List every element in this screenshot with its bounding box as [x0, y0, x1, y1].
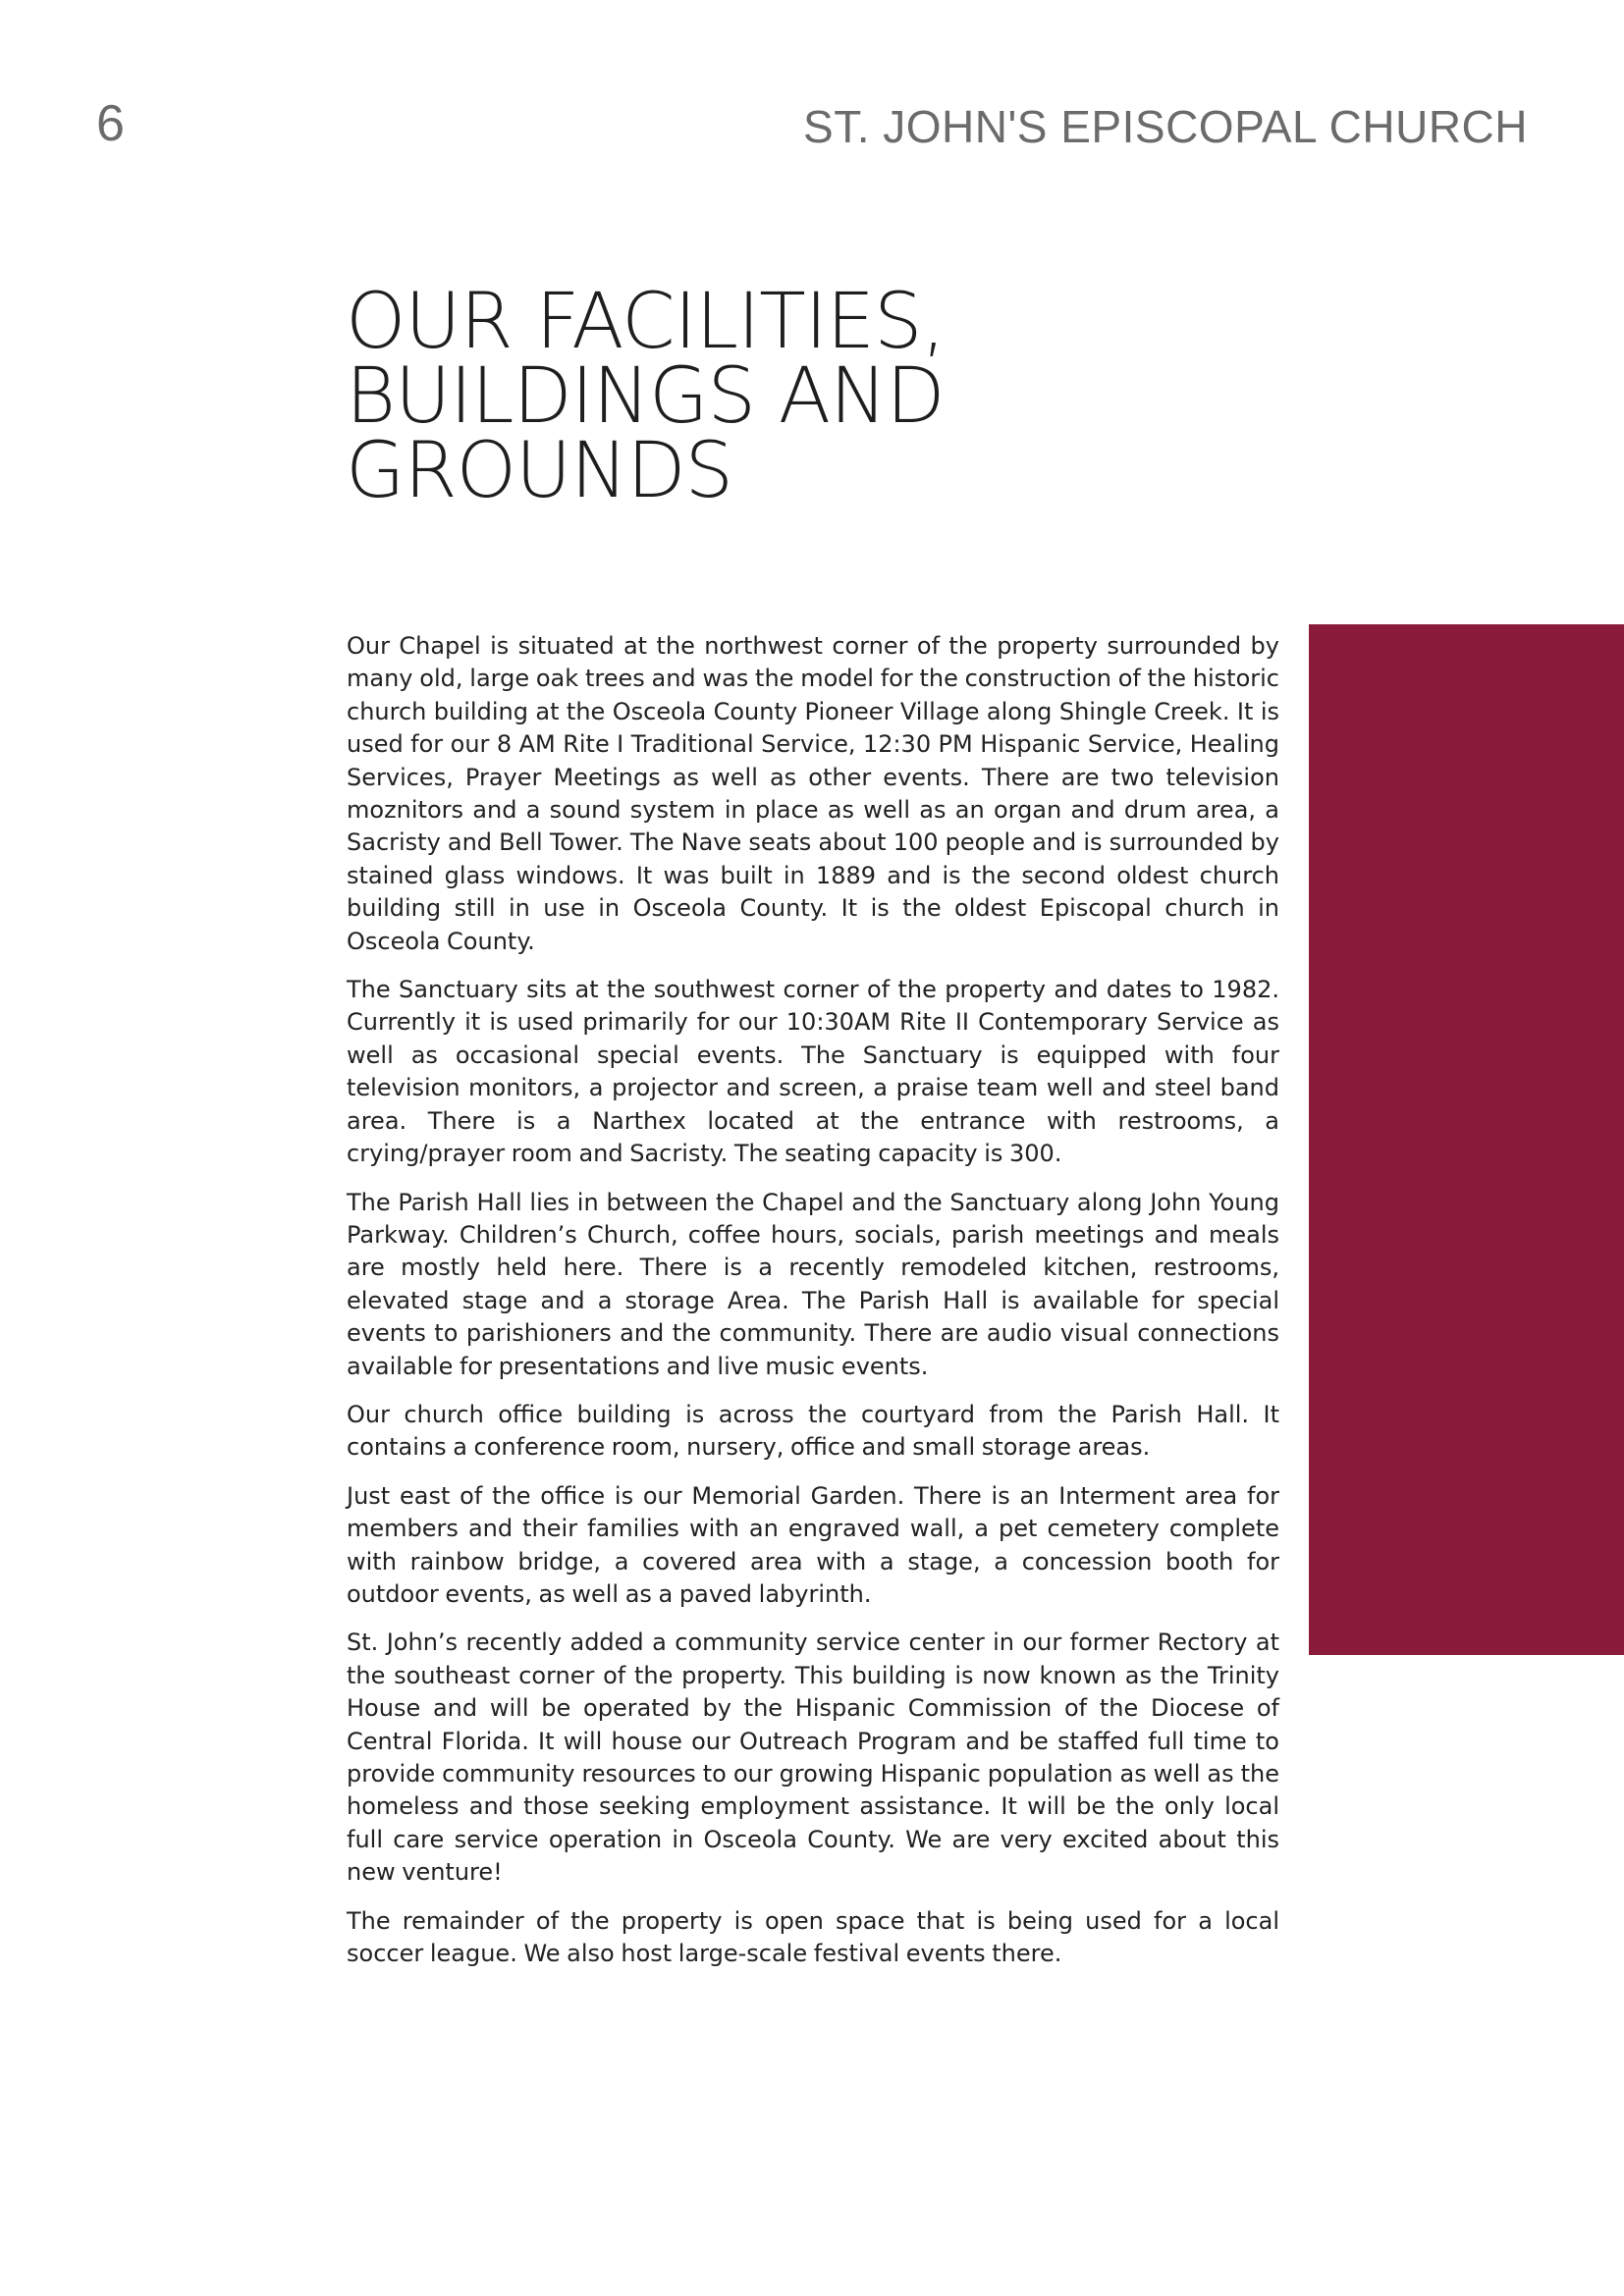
paragraph-parish-hall: The Parish Hall lies in between the Chapel and the Sanctuary along John Young Parkway. Children’s Church, coffee hours, socials, parish meetings and meals are mostly held here. There is a recently remodeled kitchen, restrooms, elevated stage and a storage Area. The Parish Hall is available for special events to parishioners and the community. There are audio visual connections available for presentations and live music events.	[347, 1188, 1279, 1380]
paragraph-open-space: The remainder of the property is open space that is being used for a local soccer league. We also host large-scale festival events there.	[347, 1906, 1279, 1968]
page-title-line-1: OUR FACILITIES,	[346, 278, 946, 366]
running-header-title: ST. JOHN'S EPISCOPAL CHURCH	[803, 101, 1528, 152]
page-title-line-3: GROUNDS	[346, 427, 733, 515]
paragraph-church-office: Our church office building is across the courtyard from the Parish Hall. It contains a conference room, nursery, office and small storage areas.	[347, 1400, 1279, 1462]
paragraph-sanctuary: The Sanctuary sits at the southwest corner of the property and dates to 1982. Currently it is used primarily for our 10:30AM Rite II Contemporary Service as well as occasional special events. The Sanctuary is equipped with four television monitors, a projector and screen, a praise team well and steel band area. There is a Narthex located at the entrance with restrooms, a crying/prayer room and Sacristy. The seating capacity is 300.	[347, 976, 1279, 1168]
page-title-line-2: BUILDINGS AND	[346, 352, 945, 441]
decorative-accent-bar	[1309, 624, 1624, 1655]
page-number: 6	[96, 95, 125, 152]
body-text	[347, 630, 1279, 1986]
paragraph-trinity-house: St. John’s recently added a community service center in our former Rectory at the southeast corner of the property. This building is now known as the Trinity House and will be operated by the Hispanic Commission of the Diocese of Central Florida. It will house our Outreach Program and be staffed full time to provide community resources to our growing Hispanic population as well as the homeless and those seeking employment assistance. It will be the only local full care service operation in Osceola County. We are very excited about this new venture!	[347, 1629, 1279, 1887]
page-title	[346, 278, 1229, 515]
paragraph-memorial-garden: Just east of the office is our Memorial Garden. There is an Interment area for members and their families with an engraved wall, a pet cemetery complete with rainbow bridge, a covered area with a stage, a concession booth for outdoor events, as well as a paved labyrinth.	[347, 1481, 1279, 1608]
paragraph-chapel: Our Chapel is situated at the northwest corner of the property surrounded by many old, large oak trees and was the model for the construction of the historic church building at the Osceola County Pioneer Village along Shingle Creek. It is used for our 8 AM Rite I Traditional Service, 12:30 PM Hispanic Service, Healing Services, Prayer Meetings as well as other events. There are two television moznitors and a sound system in place as well as an organ and drum area, a Sacristy and Bell Tower. The Nave seats about 100 people and is surrounded by stained glass windows. It was built in 1889 and is the second oldest church building still in use in Osceola County. It is the oldest Episcopal church in Osceola County.	[347, 632, 1279, 955]
